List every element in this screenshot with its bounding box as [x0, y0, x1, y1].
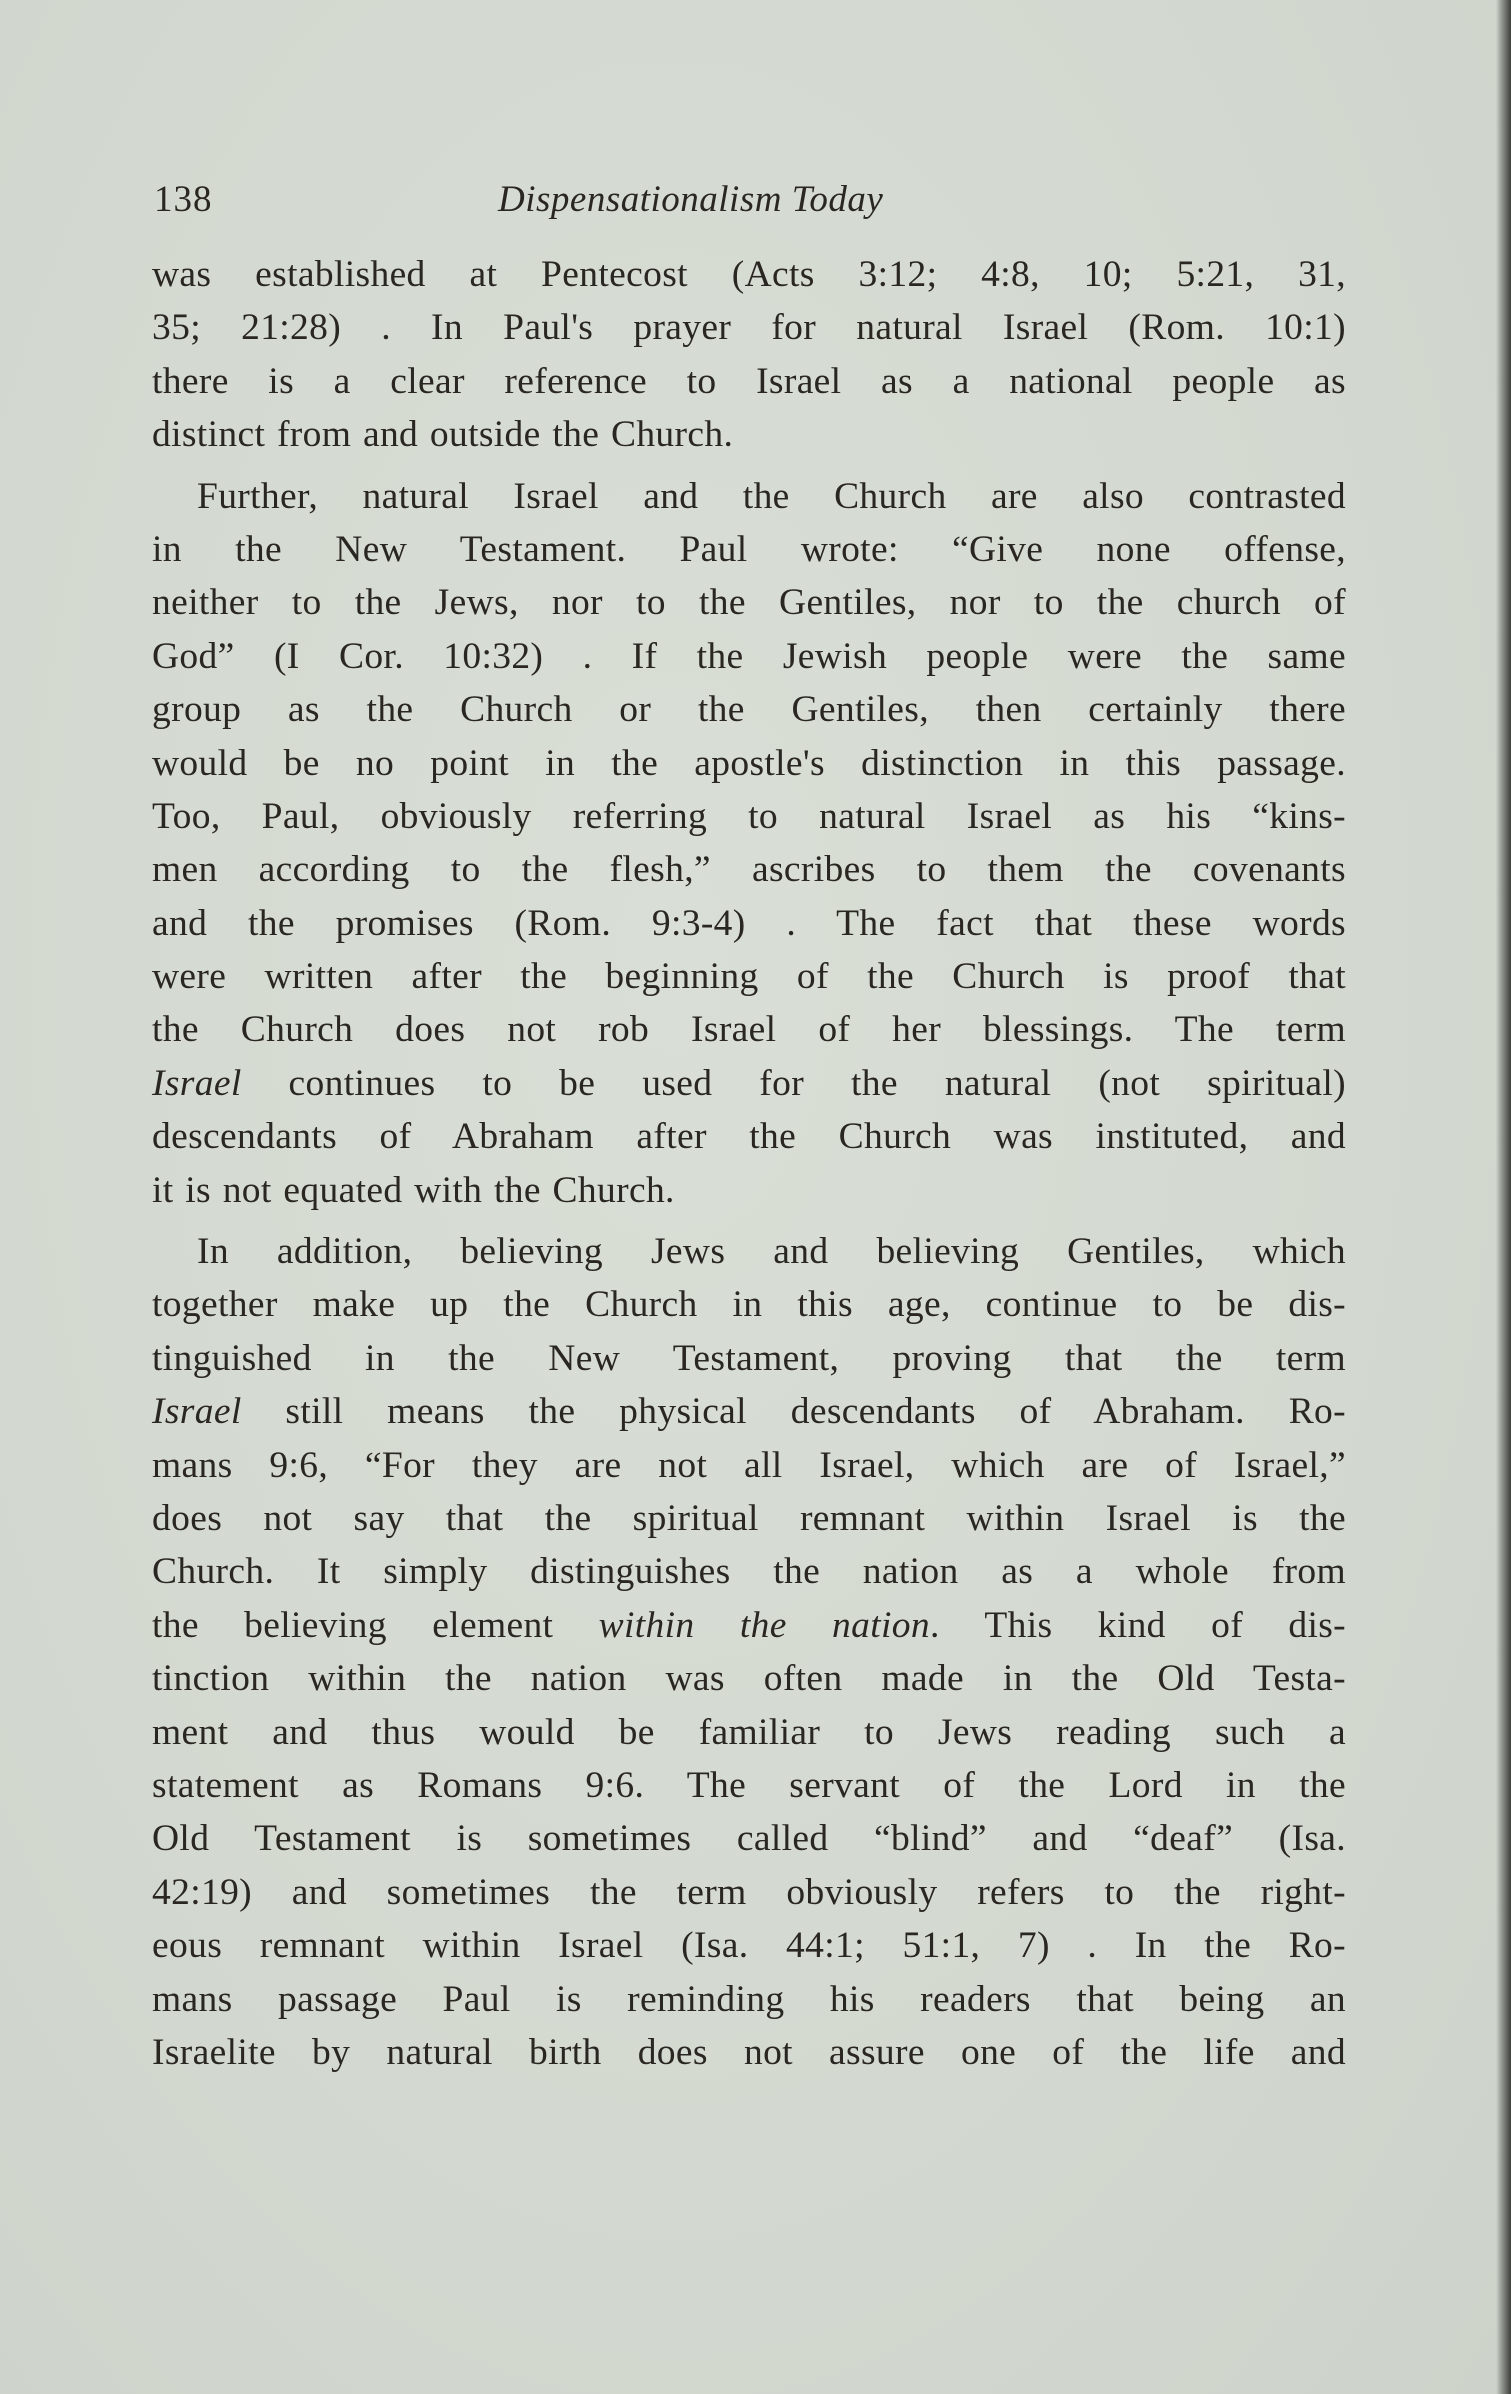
page-edge	[1496, 0, 1511, 2394]
text-line	[152, 1278, 1346, 1331]
running-header	[152, 170, 1352, 230]
text-segment: were written after the beginning of the Church is proof that	[152, 956, 1346, 998]
text-line	[152, 737, 1346, 790]
text-line	[152, 897, 1346, 950]
paragraph	[152, 1225, 1346, 2079]
text-line	[152, 248, 1346, 301]
text-segment: in the New Testament. Paul wrote: “Give none offense,	[152, 528, 1346, 570]
text-line	[152, 843, 1346, 896]
text-segment: God” (I Cor. 10:32) . If the Jewish people were the same	[152, 635, 1346, 677]
text-line	[152, 1385, 1346, 1438]
text-segment: distinct from and outside the Church.	[152, 414, 734, 456]
text-line	[152, 1812, 1346, 1865]
text-line	[152, 1545, 1346, 1598]
text-segment: men according to the flesh,” ascribes to them the covenants	[152, 849, 1346, 891]
text-line	[152, 1706, 1346, 1759]
text-line	[152, 950, 1346, 1003]
text-line	[152, 1492, 1346, 1545]
text-segment: . This kind of dis-	[929, 1604, 1347, 1646]
paragraph	[152, 470, 1346, 1217]
running-title: Dispensationalism Today	[498, 179, 884, 220]
text-line	[152, 1866, 1346, 1919]
text-segment: Old Testament is sometimes called “blind” and “deaf” (Isa.	[152, 1818, 1346, 1860]
text-line	[152, 1919, 1346, 1972]
text-line	[152, 470, 1346, 523]
text-segment: tinction within the nation was often made in the Old Testa-	[152, 1658, 1346, 1700]
text-line	[152, 1164, 1346, 1217]
text-segment: tinguished in the New Testament, proving that the term	[152, 1337, 1346, 1379]
body-text	[152, 248, 1346, 2079]
text-line	[152, 1057, 1346, 1110]
text-line	[152, 790, 1346, 843]
italic-text: within the nation	[598, 1604, 930, 1646]
paragraph-gap	[152, 462, 1346, 470]
text-segment: neither to the Jews, nor to the Gentiles, nor to the church of	[152, 582, 1346, 624]
text-line	[152, 1973, 1346, 2026]
text-line	[152, 1759, 1346, 1812]
text-line	[152, 576, 1346, 629]
text-line	[152, 2026, 1346, 2079]
text-segment: continues to be used for the natural (not spiritual)	[241, 1062, 1346, 1104]
text-segment: was established at Pentecost (Acts 3:12; 4:8, 10; 5:21, 31,	[152, 254, 1346, 295]
italic-text: Israel	[152, 1062, 242, 1104]
text-segment: 35; 21:28) . In Paul's prayer for natural Israel (Rom. 10:1)	[152, 307, 1346, 349]
text-segment: group as the Church or the Gentiles, then certainly there	[152, 689, 1346, 731]
text-segment: mans 9:6, “For they are not all Israel, which are of Israel,”	[152, 1444, 1346, 1486]
text-segment: Further, natural Israel and the Church are also contrasted	[197, 475, 1346, 517]
text-segment: does not say that the spiritual remnant within Israel is the	[152, 1497, 1346, 1539]
text-segment: still means the physical descendants of Abraham. Ro-	[241, 1391, 1346, 1433]
text-line	[152, 355, 1346, 408]
italic-text: Israel	[152, 1391, 242, 1433]
text-line	[152, 408, 1346, 461]
text-line	[152, 523, 1346, 576]
paragraph	[152, 248, 1346, 462]
text-segment: and the promises (Rom. 9:3-4) . The fact that these words	[152, 902, 1346, 944]
text-segment: 42:19) and sometimes the term obviously refers to the right-	[152, 1871, 1346, 1913]
text-line	[152, 630, 1346, 683]
text-segment: Church. It simply distinguishes the nation as a whole from	[152, 1551, 1346, 1593]
text-line	[152, 1332, 1346, 1385]
page-number: 138	[154, 179, 213, 220]
text-segment: the Church does not rob Israel of her blessings. The term	[152, 1009, 1346, 1051]
text-segment: ment and thus would be familiar to Jews reading such a	[152, 1711, 1346, 1753]
text-segment: In addition, believing Jews and believing Gentiles, which	[197, 1231, 1346, 1273]
text-line	[152, 301, 1346, 354]
text-segment: mans passage Paul is reminding his readers that being an	[152, 1978, 1346, 2020]
text-segment: together make up the Church in this age, continue to be dis-	[152, 1284, 1346, 1326]
text-segment: statement as Romans 9:6. The servant of the Lord in the	[152, 1764, 1346, 1806]
text-segment: there is a clear reference to Israel as a national people as	[152, 360, 1346, 402]
paragraph-gap	[152, 1217, 1346, 1225]
text-line	[152, 1003, 1346, 1056]
text-segment: Israelite by natural birth does not assure one of the life and	[152, 2031, 1346, 2073]
text-line	[152, 1439, 1346, 1492]
text-line	[152, 1225, 1346, 1278]
text-line	[152, 1652, 1346, 1705]
text-line	[152, 1599, 1346, 1652]
text-segment: the believing element	[152, 1604, 599, 1646]
text-line	[152, 1110, 1346, 1163]
text-segment: it is not equated with the Church.	[152, 1169, 675, 1211]
text-line	[152, 683, 1346, 736]
text-segment: descendants of Abraham after the Church was instituted, and	[152, 1116, 1346, 1158]
text-segment: eous remnant within Israel (Isa. 44:1; 51:1, 7) . In the Ro-	[152, 1925, 1346, 1967]
text-segment: Too, Paul, obviously referring to natural Israel as his “kins-	[152, 795, 1346, 837]
text-segment: would be no point in the apostle's distinction in this passage.	[152, 742, 1346, 784]
